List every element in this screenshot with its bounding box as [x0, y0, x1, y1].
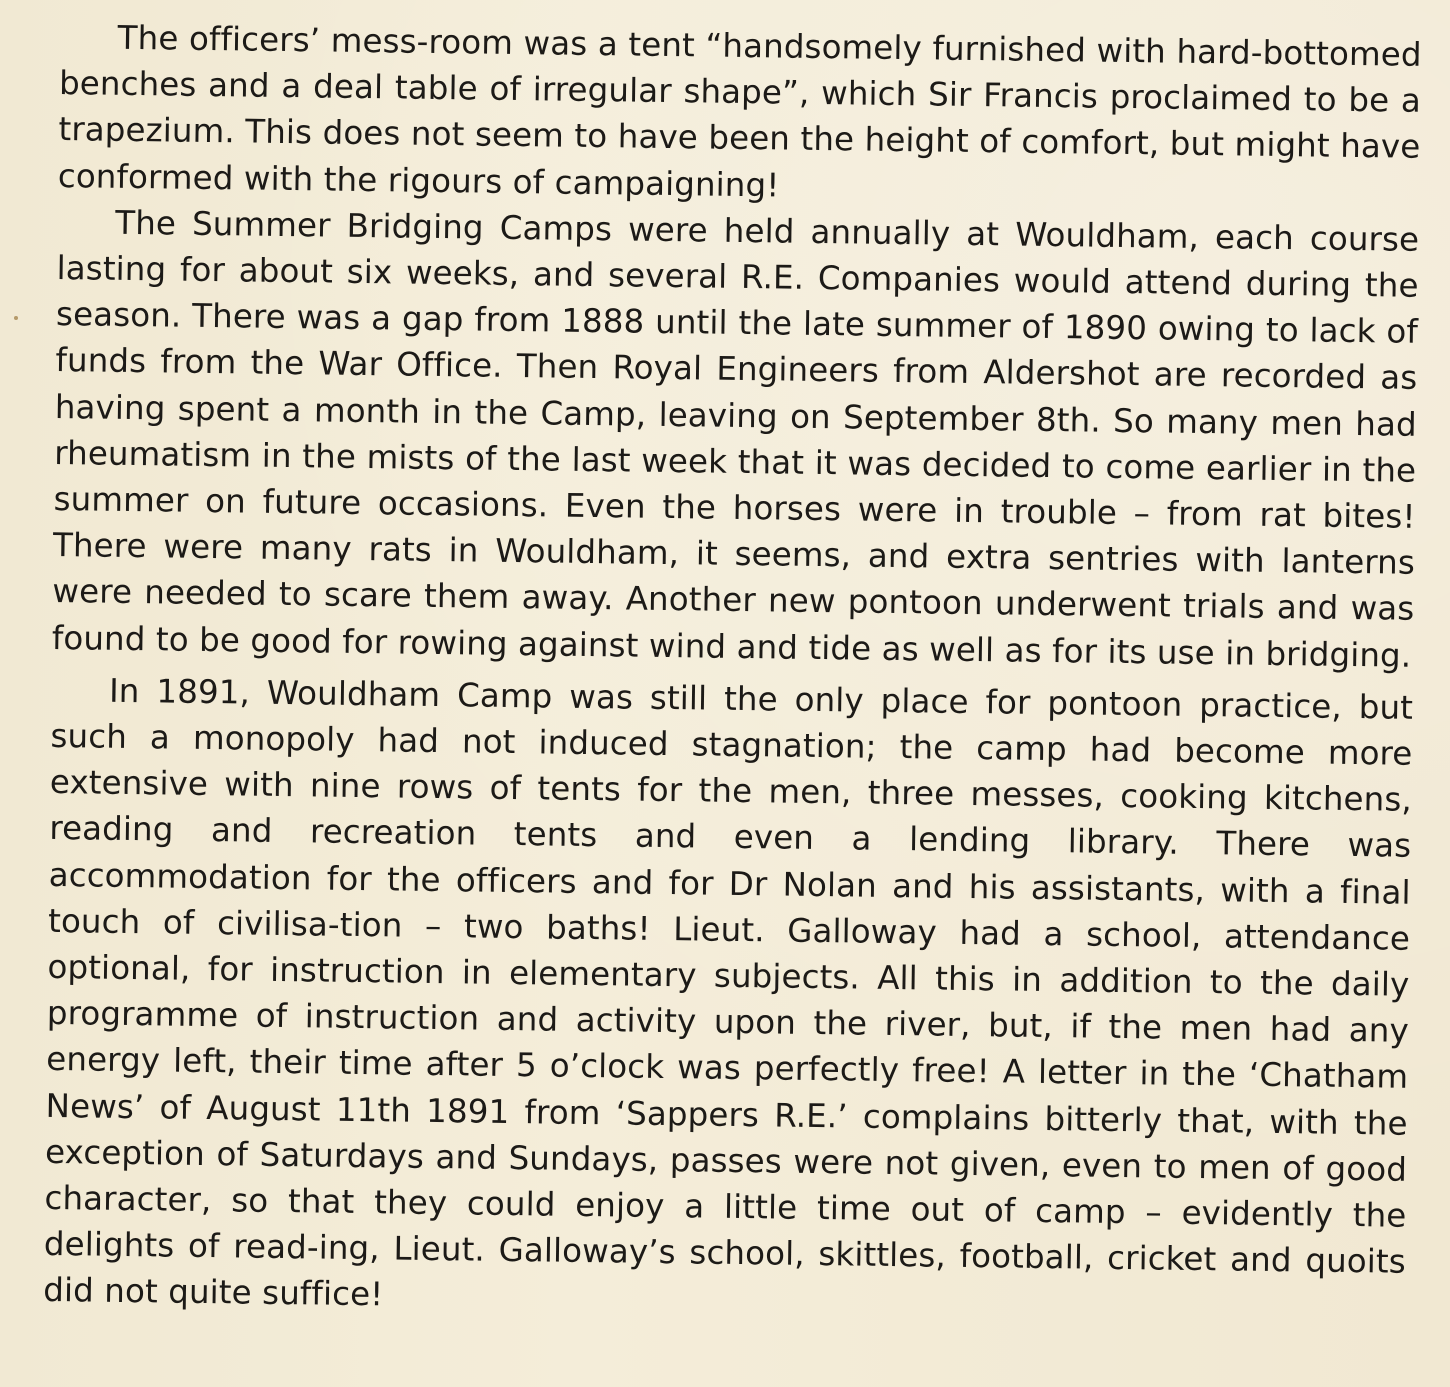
paragraph-summer-bridging-camps: The Summer Bridging Camps were held annually at Wouldham, each course lasting for about six weeks, and several R.E. Companies would attend during the season. There was a gap from 1888 until the late summer of 1890 owing to lack of funds from the War Office. Then Royal Engineers from Aldershot are recorded as having spent a month in the Camp, leaving on September 8th. So many men had rheumatism in the mists of the last week that it was decided to come earlier in the summer on future occasions. Even the horses were in trouble – from rat bites! There were many rats in Wouldham, it seems, and extra sentries with lanterns were needed to scare them away. Another new pontoon underwent trials and was found to be good for rowing against wind and tide as well as for its use in bridging.	[51, 203, 1420, 675]
body-text	[43, 14, 1422, 1331]
paragraph-mess-room: The officers’ mess-room was a tent “handsomely furnished with hard-bottomed benches and a deal table of irregular shape”, which Sir Francis proclaimed to be a trapezium. This does not seem to have been the height of comfort, but might have conformed with the rigours of campaigning!	[57, 18, 1422, 205]
paragraph-wouldham-1891: In 1891, Wouldham Camp was still the only place for pontoon practice, but such a monopoly had not induced stagnation; the camp had become more extensive with nine rows of tents for the men, three messes, cooking kitchens, reading and recreation tents and even a lending library. There was accommodation for the officers and for Dr Nolan and his assistants, with a final touch of civilisa-tion – two baths! Lieut. Galloway had a school, attendance optional, for instruction in elementary subjects. All this in addition to the daily programme of instruction and activity upon the river, but, if the men had any energy left, their time after 5 o’clock was perfectly free! A letter in the ‘Chatham News’ of August 11th 1891 from ‘Sappers R.E.’ complains bitterly that, with the exception of Saturdays and Sundays, passes were not given, even to men of good character, so that they could enjoy a little time out of camp – evidently the delights of read-ing, Lieut. Galloway’s school, skittles, football, cricket and quoits did not quite suffice!	[43, 671, 1414, 1314]
paper-speck	[14, 316, 18, 320]
